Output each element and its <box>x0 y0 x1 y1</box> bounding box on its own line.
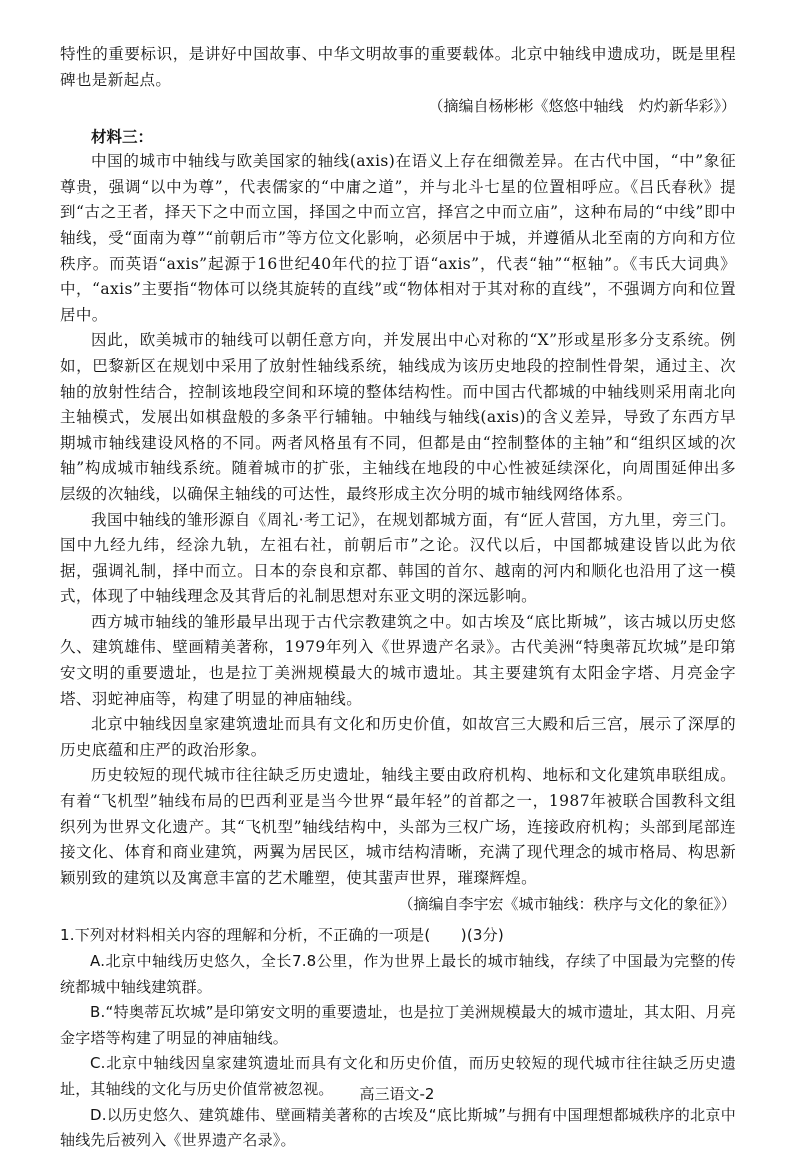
question-1-option-b: B.“特奥蒂瓦坎城”是印第安文明的重要遗址，也是拉丁美洲规模最大的城市遗址，其太阳、月亮金字塔等构建了明显的神庙轴线。 <box>60 1003 736 1047</box>
material-3-paragraph-5: 北京中轴线因皇家建筑遗址而具有文化和历史价值，如故宫三大殿和后三宫，展示了深厚的历史底蕴和庄严的政治形象。 <box>60 715 736 759</box>
material-3-paragraph-2: 因此，欧美城市的轴线可以朝任意方向，并发展出中心对称的“X”形或星形多分支系统。例如，巴黎新区在规划中采用了放射性轴线系统，轴线成为该历史地段的控制性骨架，通过主、次轴的放射性结合，控制该地段空间和环境的整体结构性。而中国古代都城的中轴线则采用南北向主轴模式，发展出如棋盘般的多条平行辅轴。中轴线与轴线(axis)的含义差异，导致了东西方早期城市轴线建设风格的不同。两者风格虽有不同，但都是由“控制整体的主轴”和“组织区域的次轴”构成城市轴线系统。随着城市的扩张，主轴线在地段的中心性被延续深化，向周围延伸出多层级的次轴线，以确保主轴线的可达性，最终形成主次分明的城市轴线网络体系。 <box>60 331 736 503</box>
question-1-option-a: A.北京中轴线历史悠久，全长7.8公里，作为世界上最长的城市轴线，存续了中国最为完整的传统都城中轴线建筑群。 <box>60 952 736 996</box>
carryover-paragraph: 特性的重要标识，是讲好中国故事、中华文明故事的重要载体。北京中轴线申遗成功，既是里程碑也是新起点。 <box>60 45 736 89</box>
material-3-paragraph-3: 我国中轴线的雏形源自《周礼·考工记》，在规划都城方面，有“匠人营国，方九里，旁三门。国中九经九纬，经涂九轨，左祖右社，前朝后市”之论。汉代以后，中国都城建设皆以此为依据，强调礼制，择中而立。日本的奈良和京都、韩国的首尔、越南的河内和顺化也沿用了这一模式，体现了中轴线理念及其背后的礼制思想对东亚文明的深远影响。 <box>60 510 736 606</box>
carryover-source: （摘编自杨彬彬《悠悠中轴线 灼灼新华彩》） <box>428 97 736 116</box>
question-1-stem: 1.下列对材料相关内容的理解和分析，不正确的一项是( )(3分) <box>60 926 504 945</box>
material-3-paragraph-1: 中国的城市中轴线与欧美国家的轴线(axis)在语义上存在细微差异。在古代中国，“中”象征尊贵，强调“以中为尊”，代表儒家的“中庸之道”，并与北斗七星的位置相呼应。《吕氏春秋》提到“古之王者，择天下之中而立国，择国之中而立宫，择宫之中而立庙”，这种布局的“中线”即中轴线，受“面南为尊”“前朝后市”等方位文化影响，必须居中于城，并遵循从北至南的方向和方位秩序。而英语“axis”起源于16世纪40年代的拉丁语“axis”，代表“轴”“枢轴”。《韦氏大词典》中，“axis”主要指“物体可以绕其旋转的直线”或“物体相对于其对称的直线”，不强调方向和位置居中。 <box>60 152 736 324</box>
material-3-source: （摘编自李宇宏《城市轴线：秩序与文化的象征》） <box>398 895 736 914</box>
material-3-paragraph-6: 历史较短的现代城市往往缺乏历史遗址，轴线主要由政府机构、地标和文化建筑串联组成。有着“飞机型”轴线布局的巴西利亚是当今世界“最年轻”的首都之一，1987年被联合国教科文组织列为世界文化遗产。其“飞机型”轴线结构中，头部为三权广场，连接政府机构；头部到尾部连接文化、体育和商业建筑，两翼为居民区，城市结构清晰，充满了现代理念的城市格局、构思新颖别致的建筑以及寓意丰富的艺术雕塑，使其蜚声世界，璀璨辉煌。 <box>60 766 736 887</box>
question-1-option-c: C.北京中轴线因皇家建筑遗址而具有文化和历史价值，而历史较短的现代城市往往缺乏历史遗址，其轴线的文化与历史价值常被忽视。 <box>60 1054 736 1098</box>
material-3 <box>60 125 736 917</box>
question-1-option-d: D.以历史悠久、建筑雄伟、壁画精美著称的古埃及“底比斯城”与拥有中国理想都城秩序的北京中轴线先后被列入《世界遗产名录》。 <box>60 1105 736 1150</box>
material-3-paragraph-4: 西方城市轴线的雏形最早出现于古代宗教建筑之中。如古埃及“底比斯城”，该古城以历史悠久、建筑雄伟、壁画精美著称，1979年列入《世界遗产名录》。古代美洲“特奥蒂瓦坎城”是印第安文明的重要遗址，也是拉丁美洲规模最大的城市遗址。其主要建筑有太阳金字塔、月亮金字塔、羽蛇神庙等，构建了明显的神庙轴线。 <box>60 612 736 708</box>
page-footer: 高三语文-2 <box>359 1085 435 1103</box>
material-3-heading: 材料三： <box>91 128 154 147</box>
question-1 <box>60 923 736 1153</box>
